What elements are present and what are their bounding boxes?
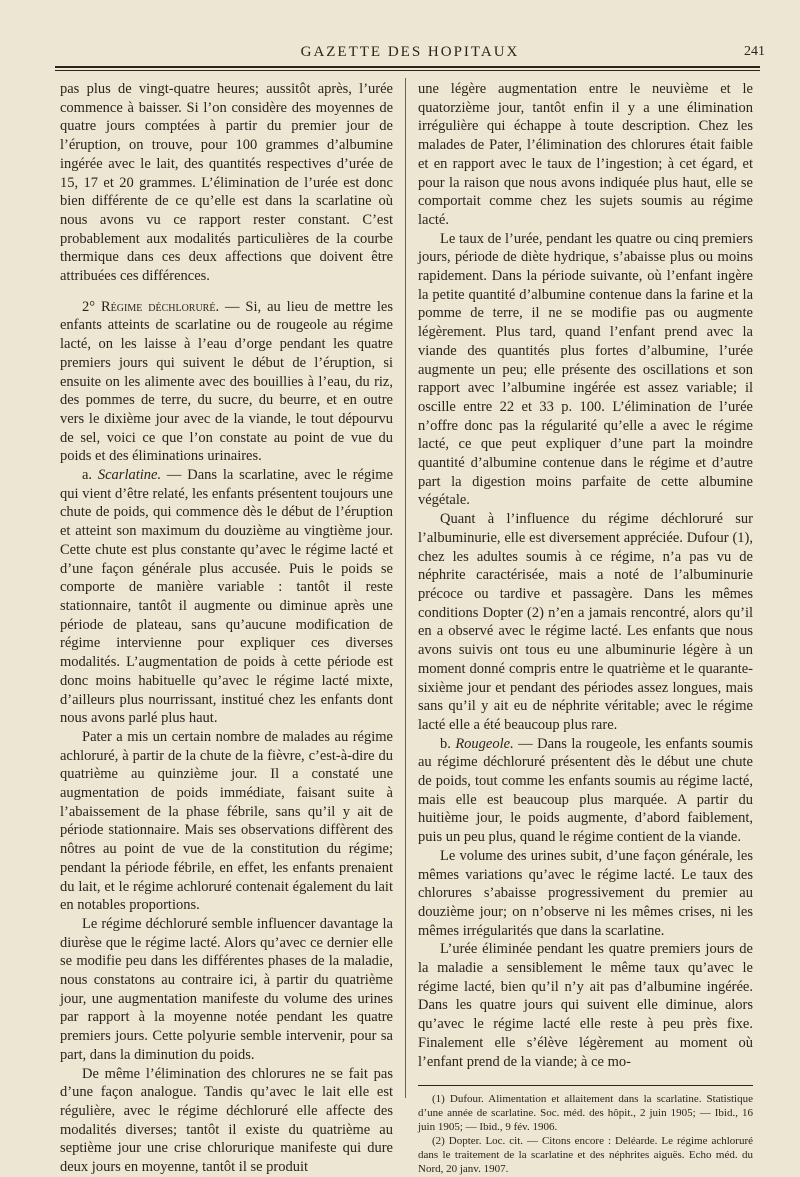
header-rule-thin xyxy=(55,70,760,71)
left-column xyxy=(60,80,393,1177)
subsection-paragraph xyxy=(418,735,753,847)
header-rule xyxy=(55,66,760,68)
paragraph: Le régime déchloruré semble influencer davantage la diurèse que le régime lacté. Alors qu’avec ce dernier elle se modifie peu dans les différentes phases de la maladie, nous constatons au contraire ici, à partir du quatrième jour, une augmentation manifeste du volume des urines par rapport à la moyenne notée pendant les quatre premiers jours. Cette polyurie semble intervenir, pour sa part, dans la diminution du poids. xyxy=(60,915,393,1063)
subsection-title: Scarlatine. xyxy=(97,467,162,484)
paragraph: pas plus de vingt-quatre heures; aussitôt après, l’urée commence à baisser. Si l’on considère des moyennes de quatre jours comptées à partir du premier jour de l’éruption, on trouve, pour 100 grammes d’albumine ingérée avec le lait, des quantités respectives d’urée de 15, 17 et 20 grammes. L’élimination de l’urée est donc bien différente de ce qu’elle est dans la scarlatine où nous avons vu ce rapport rester constant. C’est probablement aux modalités particulières de la courbe thermique dans ces deux affections que doivent être attribuées ces différences. xyxy=(60,81,393,285)
section-title: Régime déchloruré. xyxy=(100,298,220,315)
subsection-label: b. xyxy=(440,735,456,752)
subsection-label: a. xyxy=(82,467,98,484)
subsection-title: Rougeole. xyxy=(455,735,514,752)
paragraph-text: — Dans la scarlatine, avec le régime qui vient d’être relaté, les enfants présentent toujours une chute de poids, qui commence dès le début de l’éruption et atteint son maximum du douzième au vingtième jour. Cette chute est plus constante qu’avec le régime lacté et d’une façon générale plus accusée. Puis le poids se comporte de manière variable : tantôt il reste stationnaire, tantôt il augmente ou diminue après une période de plateau, sans qu’aucune modification de régime intervienne pour expliquer ces diverses modalités. L’augmentation de poids à cette période est donc moins habituelle qu’avec le régime lacté mixte, d’ailleurs plus nourrissant, institué chez les enfants dont nous avons parlé plus haut. xyxy=(60,467,394,727)
paragraph: Pater a mis un certain nombre de malades au régime achloruré, à partir de la chute de la fièvre, c’est-à-dire du quatrième au quinzième jour. Il a constaté une augmentation de poids immédiate, faisant suite à l’abaissement de la phase fébrile, sans qu’il y ait de période stationnaire. Mais ses observations diffèrent des nôtres au point de vue de la constitution du régime; pendant la période fébrile, en effet, les enfants prenaient du lait, et le régime achloruré contenait également du lait en notables proportions. xyxy=(60,728,393,914)
running-title: GAZETTE DES HOPITAUX xyxy=(300,44,520,60)
paragraph: Quant à l’influence du régime déchloruré sur l’albuminurie, elle est diversement appréciée. Dufour (1), chez les adultes soumis à ce régime, n’a pas vu de néphrite caractérisée, mais a noté de l’albuminurie précoce ou tardive et passagère. Dans les mêmes conditions Dopter (2) n’en a jamais rencontré, alors qu’il en a observé avec le régime lacté. Les enfants que nous avons suivis ont tous eu une albuminurie légère à un moment donné compris entre le quatrième et le quarante-sixième jour et pendant des périodes assez longues, mais sans qu’il y ait eu de néphrite véritable; avec le régime lacté elle a été beaucoup plus rare. xyxy=(418,511,753,733)
page-header xyxy=(55,42,765,68)
section-paragraph xyxy=(60,298,393,466)
paragraph: Le volume des urines subit, d’une façon générale, les mêmes variations qu’avec le régime lacté. Le taux des chlorures s’abaisse progressivement du premier au douzième jour; on n’observe ni les mêmes crises, ni les mêmes irrégularités que dans la scarlatine. xyxy=(418,847,753,939)
footnote: (2) Dopter. Loc. cit. — Citons encore : Deléarde. Le régime achloruré dans le traitement de la scarlatine et des néphrites aiguës. Echo méd. du Nord, 20 janv. 1907. xyxy=(418,1135,753,1176)
section-number: 2° xyxy=(82,298,96,315)
page-number: 241 xyxy=(744,44,765,59)
footnote: (1) Dufour. Alimentation et allaitement dans la scarlatine. Statistique d’une année de scarlatine. Soc. méd. des hôpit., 2 juin 1905; — Ibid., 16 juin 1905; — Ibid., 9 fév. 1906. xyxy=(418,1093,753,1134)
paragraph: L’urée éliminée pendant les quatre premiers jours de la maladie a sensiblement le même taux qu’avec le régime lacté, bien qu’il n’y ait pas d’albumine ingérée. Dans les quatre jours qui suivent elle diminue, alors qu’avec le régime lacté elle reste à peu près fixe. Finalement elle s’élève légèrement au moment où l’enfant prend de la viande; à ce mo- xyxy=(418,941,753,1070)
column-divider xyxy=(405,78,406,1098)
paragraph: Le taux de l’urée, pendant les quatre ou cinq premiers jours, période de diète hydrique, s’abaisse plus ou moins rapidement. Dans la période suivante, où l’enfant ingère la petite quantité d’albumine contenue dans la farine et la pomme de terre, il ne se modifie pas ou augmente légèrement. Plus tard, quand l’enfant prend avec la viande des quantités plus fortes d’albumine, l’urée augmente un peu; elle présente des oscillations et son rapport avec l’albumine ingérée est assez variable; il oscille entre 22 et 33 p. 100. L’élimination de l’urée n’offre donc pas la régularité qu’elle a avec le régime lacté, ce que peut expliquer d’une part la moindre quantité d’albumine contenue dans le régime et d’autre part la digestion moins parfaite de cette albumine végétale. xyxy=(418,230,753,509)
subsection-paragraph xyxy=(60,466,393,728)
right-column xyxy=(418,80,753,1176)
paragraph: De même l’élimination des chlorures ne se fait pas d’une façon analogue. Tandis qu’avec le lait elle est régulière, avec le régime déchloruré elle affecte des modalités diverses; tantôt il existe du quatrième au septième jour une crise chlorurique manifeste qui dure deux jours en moyenne, tantôt il se produit xyxy=(60,1065,393,1176)
paragraph-text: — Dans la rougeole, les enfants soumis au régime déchloruré présentent dès le début une chute de poids, tout comme les enfants soumis au régime lacté, mais elle est beaucoup plus marquée. A partir du huitième jour, le poids augmente, d’abord faiblement, puis un peu plus, quand le régime contient de la viande. xyxy=(418,735,753,846)
footnotes xyxy=(418,1085,753,1176)
paragraph: une légère augmentation entre le neuvième et le quatorzième jour, tantôt enfin il y a une élimination irrégulière qui échappe à toute description. Chez les malades de Pater, l’élimination des chlorures était faible et en rapport avec le taux de l’ingestion; à cet égard, et pour la raison que nous avons indiquée plus haut, elle se comportait comme chez les sujets soumis au régime lacté. xyxy=(418,81,753,228)
paragraph-text: — Si, au lieu de mettre les enfants atteints de scarlatine ou de rougeole au régime lacté, on les laisse à l’eau d’orge pendant les quatre premiers jours qui suivent le début de l’éruption, si ensuite on les alimente avec des bouillies à l’eau, du riz, des pommes de terre, du sucre, du beurre, et en outre vers le dixième jour avec de la viande, le tout dépourvu de sel, voici ce que l’on constate au point de vue du poids et des éliminations urinaires. xyxy=(60,298,393,465)
